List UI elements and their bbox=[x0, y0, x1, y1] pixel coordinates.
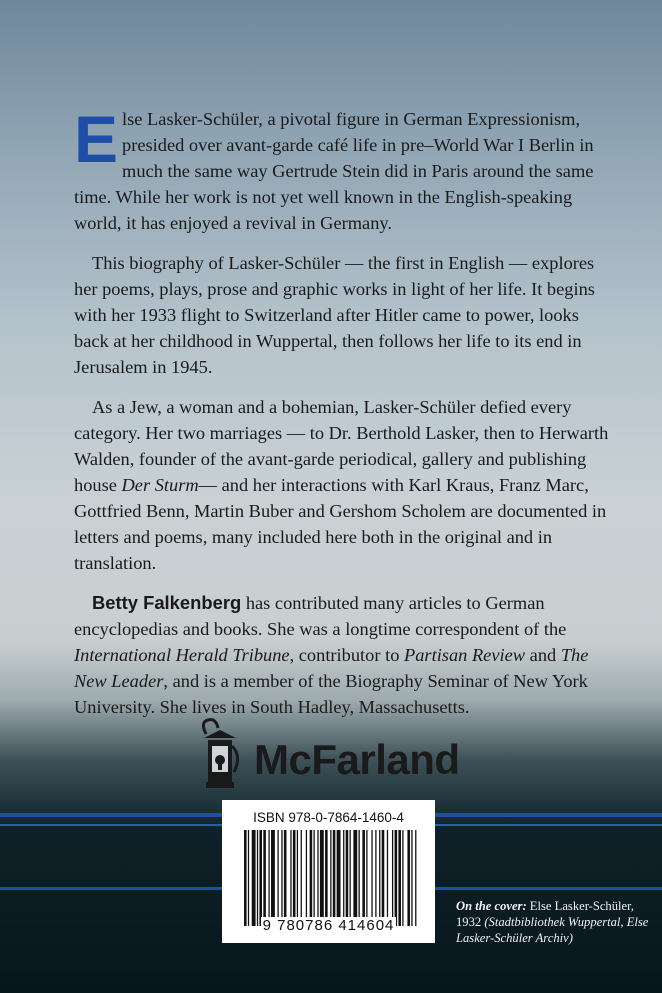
barcode-bar bbox=[371, 830, 372, 926]
credit-label: On the cover: bbox=[456, 899, 527, 913]
drop-cap: E bbox=[74, 102, 119, 176]
lantern-icon bbox=[196, 716, 246, 796]
isbn-label: ISBN 978-0-7864-1460-4 bbox=[253, 810, 404, 825]
barcode-bar bbox=[353, 830, 357, 926]
publisher-name: McFarland bbox=[254, 736, 460, 783]
barcode-bar bbox=[244, 830, 247, 926]
barcode-bar bbox=[366, 830, 367, 926]
blurb-paragraph-1 bbox=[74, 102, 614, 236]
barcode-bar bbox=[359, 830, 360, 926]
barcode-bar bbox=[325, 830, 328, 926]
barcode-number: 9 780786 414604 bbox=[262, 917, 395, 934]
barcode-bar bbox=[263, 830, 266, 926]
paragraph-3-text-b: — and her interactions with Karl Kraus, Franz Marc, Gottfried Benn, Martin Buber and Gershom Scholem are documented in letters and poems, many included here both in the original and in translation. bbox=[74, 475, 607, 573]
publisher-logo bbox=[196, 716, 476, 796]
barcode-bar bbox=[350, 830, 351, 926]
author-name: Betty Falkenberg bbox=[92, 592, 242, 613]
barcode-bar bbox=[313, 830, 314, 926]
barcode-bar bbox=[346, 830, 349, 926]
blurb-paragraph-3 bbox=[74, 394, 614, 576]
barcode-bar bbox=[337, 830, 341, 926]
barcode-bar bbox=[402, 830, 403, 926]
barcode-bar bbox=[317, 830, 318, 926]
author-bio bbox=[74, 590, 614, 720]
barcode-bar bbox=[407, 830, 410, 926]
barcode-bar bbox=[271, 830, 275, 926]
barcode-bar bbox=[333, 830, 336, 926]
credit-source: (Stadtbibliothek Wuppertal, Else Lasker-Schüler Archiv) bbox=[456, 915, 649, 945]
barcode-bar bbox=[330, 830, 331, 926]
barcode-bar bbox=[259, 830, 262, 926]
barcode-bar bbox=[248, 830, 249, 926]
barcode-bar bbox=[293, 830, 296, 926]
bio-text-1: has contributed many articles to German encyclopedias and books. She was a longtime correspondent of the bbox=[74, 593, 567, 639]
barcode-bar bbox=[382, 830, 385, 926]
barcode-bar bbox=[398, 830, 401, 926]
barcode-bar bbox=[284, 830, 287, 926]
isbn-barcode bbox=[222, 800, 435, 943]
barcode-bar bbox=[310, 830, 313, 926]
barcode-bar bbox=[320, 830, 324, 926]
barcode-bar bbox=[392, 830, 393, 926]
barcode-bar bbox=[343, 830, 344, 926]
barcode-bar bbox=[375, 830, 376, 926]
back-cover-blurb bbox=[74, 102, 614, 734]
barcode-bars bbox=[244, 830, 419, 926]
barcode-bar bbox=[362, 830, 365, 926]
publication-title-2: Partisan Review bbox=[404, 645, 526, 665]
paragraph-3-text-a: As a Jew, a woman and a bohemian, Lasker-Schüler defied every category. Her two marriages — to Dr. Berthold Lasker, then to Herwarth Walden, founder of the avant-garde periodical, gallery and publishing house bbox=[74, 397, 609, 495]
barcode-bar bbox=[277, 830, 278, 926]
bio-text-4: , and is a member of the Biography Seminar of New York University. She lives in South Hadley, Massachusetts. bbox=[74, 671, 588, 717]
publication-title-1: International Herald Tribune bbox=[74, 645, 290, 665]
paragraph-1-text: lse Lasker-Schüler, a pivotal figure in German Expressionism, presided over avant-garde café life in pre–World War I Berlin in much the same way Gertrude Stein did in Paris around the same time. While her work is not yet well known in the English-speaking world, it has enjoyed a revival in Germany. bbox=[74, 109, 594, 233]
barcode-bar bbox=[297, 830, 298, 926]
barcode-bar bbox=[395, 830, 398, 926]
barcode-bar bbox=[290, 830, 291, 926]
barcode-bar bbox=[387, 830, 388, 926]
blurb-paragraph-2: This biography of Lasker-Schüler — the first in English — explores her poems, plays, prose and graphic works in light of her life. It begins with her 1933 flight to Switzerland after Hitler came to power, looks back at her childhood in Wuppertal, then follows her life to its end in Jerusalem in 1945. bbox=[74, 253, 595, 377]
barcode-bar bbox=[252, 830, 256, 926]
barcode-bar bbox=[268, 830, 269, 926]
barcode-bar bbox=[379, 830, 380, 926]
bio-text-3: and bbox=[525, 645, 561, 665]
cover-credit bbox=[456, 898, 656, 946]
barcode-bar bbox=[301, 830, 302, 926]
barcode-digits bbox=[222, 917, 435, 934]
barcode-bar bbox=[281, 830, 282, 926]
barcode-bar bbox=[257, 830, 258, 926]
credit-text: Else Lasker-Schüler, 1932 bbox=[456, 899, 634, 929]
barcode-bar bbox=[306, 830, 307, 926]
periodical-title: Der Sturm bbox=[121, 475, 199, 495]
bio-text-2: , contributor to bbox=[289, 645, 404, 665]
barcode-bar bbox=[415, 830, 416, 926]
publication-title-3: The New Leader bbox=[74, 645, 589, 691]
barcode-bar bbox=[411, 830, 412, 926]
